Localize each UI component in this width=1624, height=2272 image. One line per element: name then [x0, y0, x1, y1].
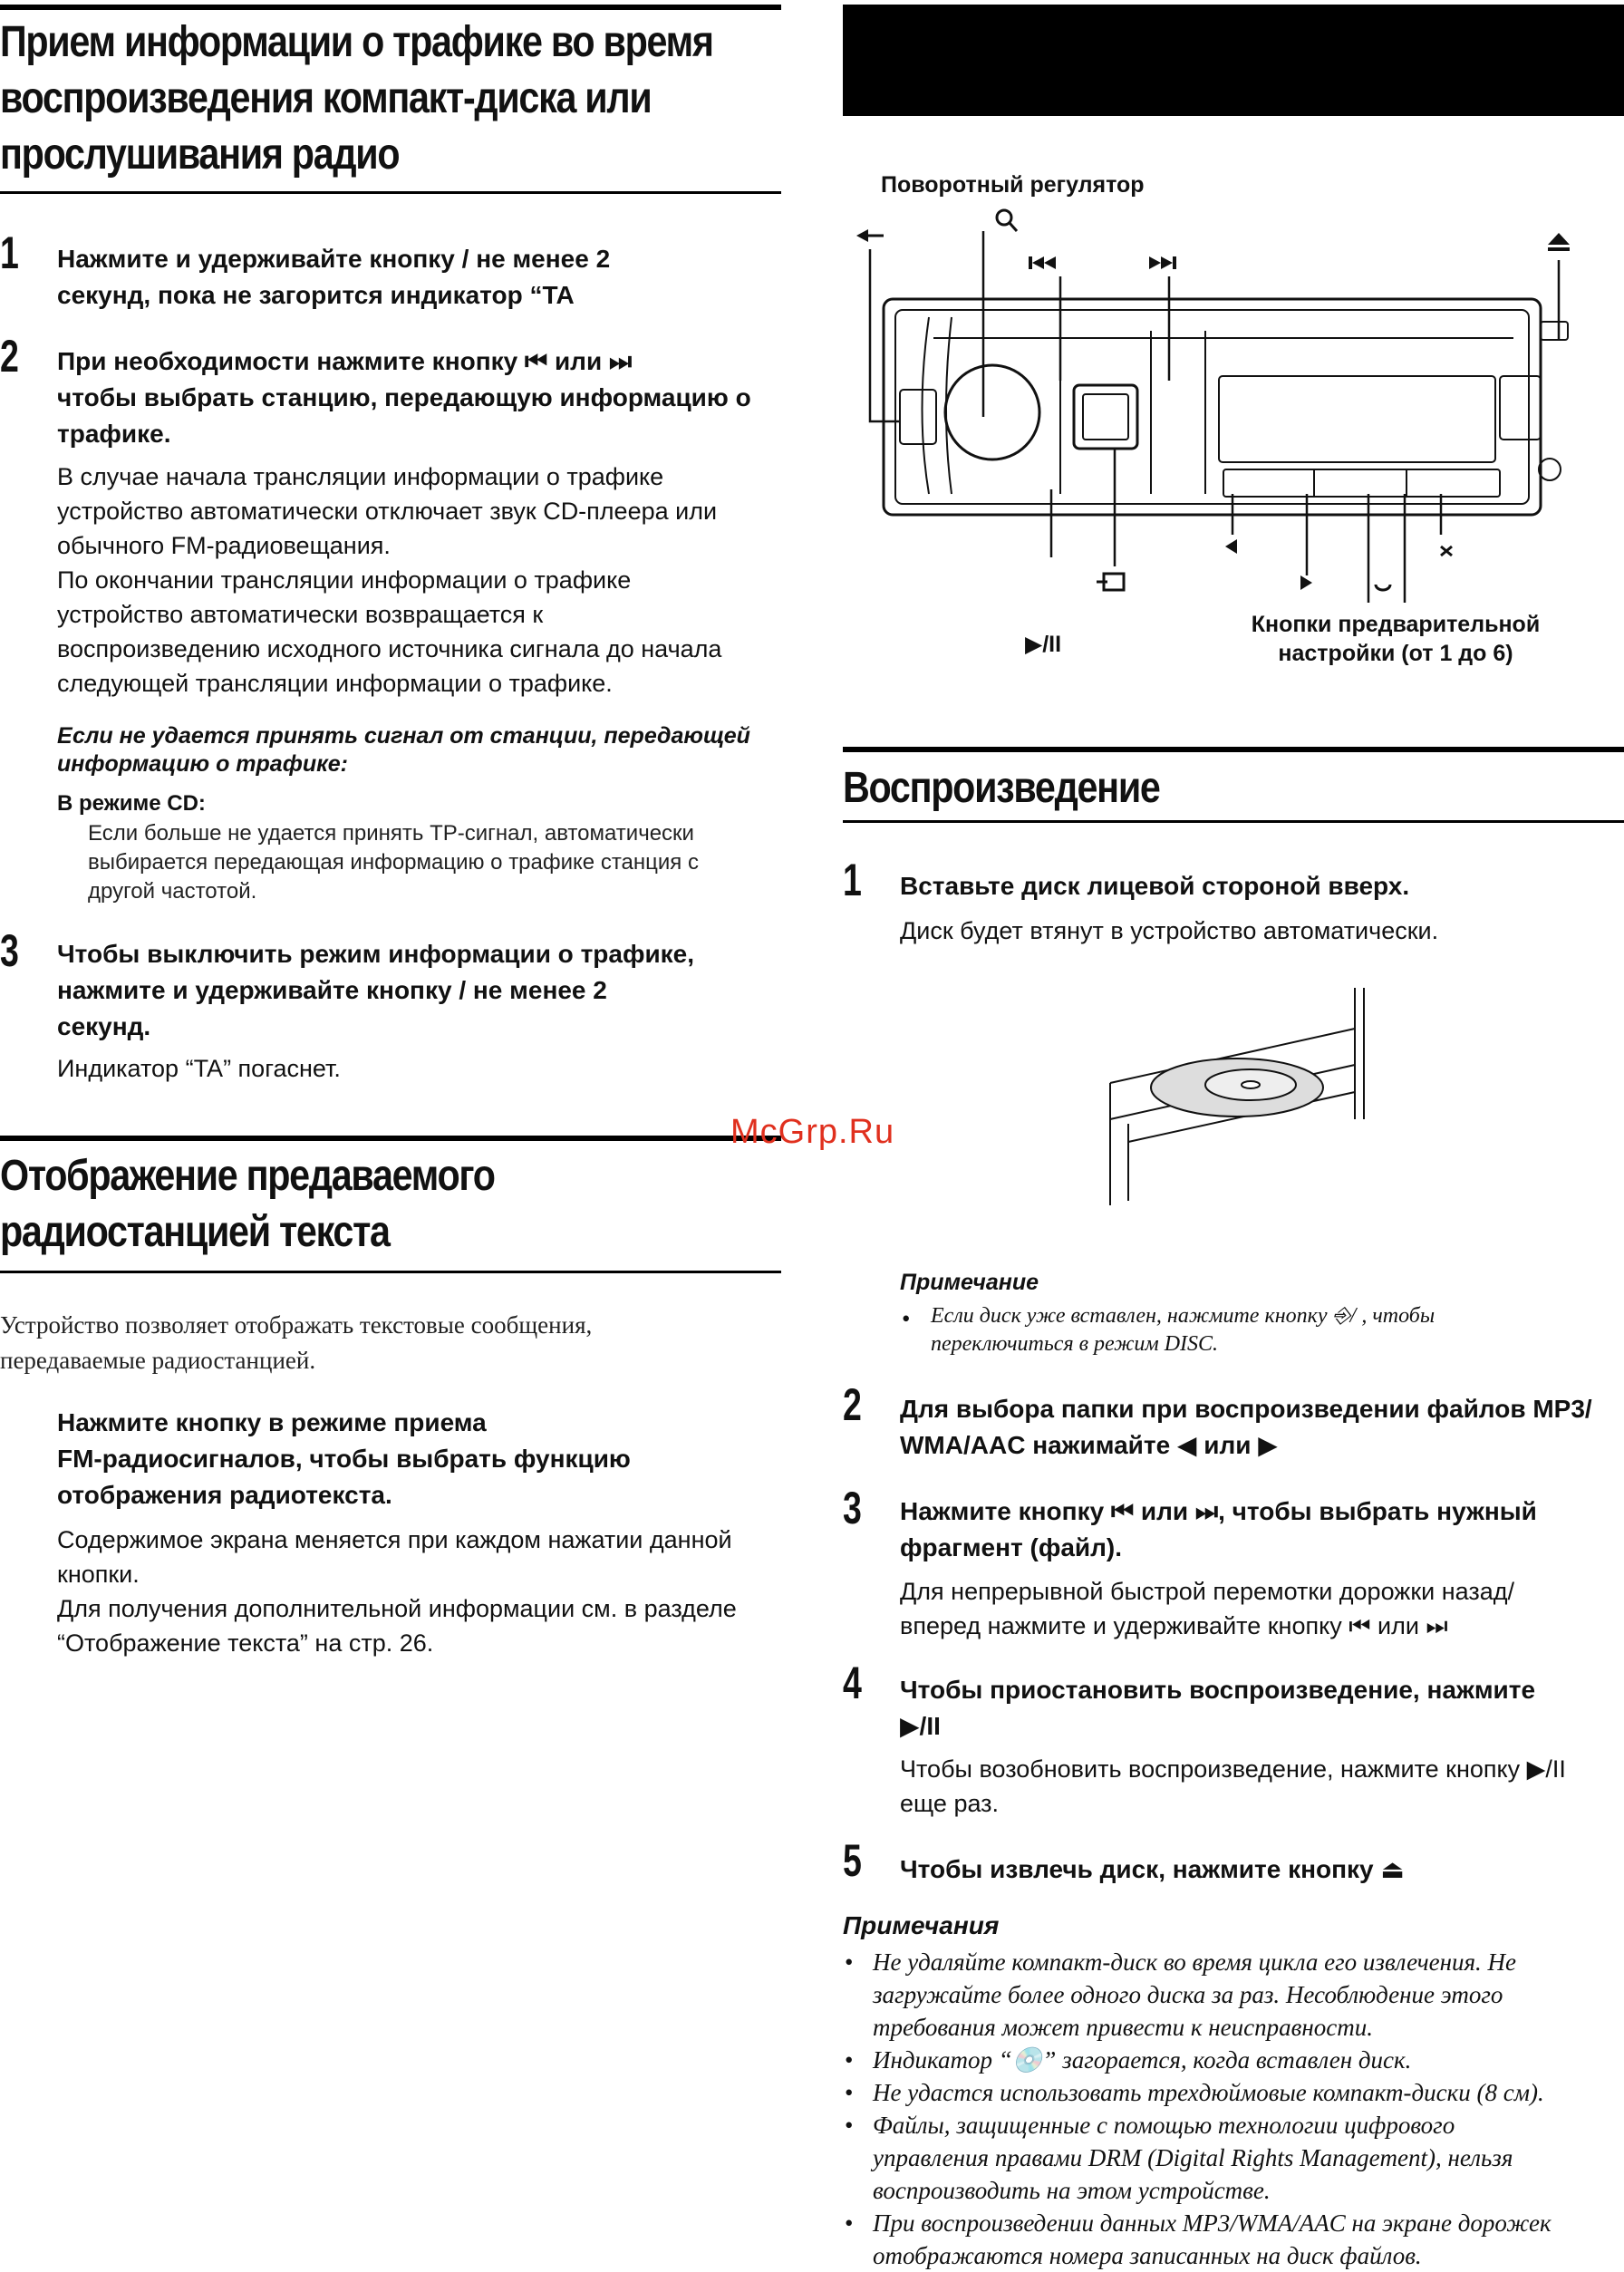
note-mode: В режиме CD: — [57, 791, 206, 816]
section-title-radiotext: Отображение предаваемого радиостанцией текста — [0, 1152, 495, 1256]
section-intro: Устройство позволяет отображать текстовые сообщения, передаваемые радиостанцией. — [0, 1311, 593, 1374]
step-text: Вставьте диск лицевой стороной вверх. — [900, 872, 1410, 900]
step-number: 1 — [843, 855, 862, 905]
step-number: 3 — [843, 1483, 862, 1533]
section-title-playback: Воспроизведение — [843, 764, 1160, 812]
watermark: McGrp.Ru — [730, 1113, 895, 1151]
step-text: Нажмите и удерживайте кнопку / не менее 2 секунд, пока не загорится индикатор “TA — [57, 245, 611, 309]
header-black-bar — [843, 5, 1624, 116]
step-text: Нажмите кнопку в режиме приема FM-радиосигналов, чтобы выбрать функцию отображения радиотекста. — [57, 1408, 631, 1509]
step-body: Содержимое экрана меняется при каждом нажатии данной кнопки. Для получения дополнительной информации см. в разделе “Отображение текста” на стр. 26. — [57, 1526, 737, 1657]
section-title-traffic: Прием информации о трафике во время воспроизведения компакт-диска или прослушивания радио — [0, 18, 713, 179]
note-text: Если диск уже вставлен, нажмите кнопку ⎆/ , чтобы переключиться в режим DISC. — [931, 1304, 1436, 1356]
label-preset-buttons: Кнопки предварительной настройки (от 1 до 6) — [1251, 612, 1541, 666]
bullet: • — [845, 2079, 854, 2106]
note-item: Индикатор “💿” загорается, когда вставлен диск. — [873, 2046, 1412, 2074]
step-number: 2 — [0, 331, 19, 382]
bullet: • — [902, 1305, 911, 1332]
step-body: Чтобы возобновить воспроизведение, нажмите кнопку ▶/II еще раз. — [900, 1755, 1566, 1817]
note-title: Если не удается принять сигнал от станции, передающей информацию о трафике: — [57, 723, 750, 777]
bullet: • — [845, 2112, 854, 2139]
step-number: 3 — [0, 925, 19, 976]
label-rotary-knob: Поворотный регулятор — [881, 172, 1145, 198]
step-number: 2 — [843, 1379, 862, 1430]
icon-play-pause: ▶/II — [1025, 632, 1062, 657]
note-title: Примечание — [900, 1270, 1039, 1295]
step-number: 4 — [843, 1658, 862, 1708]
step-text: При необходимости нажмите кнопку ⏮ или ⏭ чтобы выбрать станцию, передающую информацию о трафике. — [57, 347, 751, 448]
step-text: Нажмите кнопку ⏮ или ⏭, чтобы выбрать нужный фрагмент (файл). — [900, 1497, 1537, 1561]
notes-title: Примечания — [843, 1911, 1000, 1939]
step-text: Чтобы приостановить воспроизведение, нажмите ▶/II — [900, 1676, 1536, 1740]
bullet: • — [845, 1948, 854, 1976]
step-text: Для выбора папки при воспроизведении файлов MP3/ WMA/AAC нажимайте ◀ или ▶ — [900, 1395, 1592, 1459]
note-item: Файлы, защищенные с помощью технологии цифрового управления правами DRM (Digital Rights Management), нельзя воспроизводить на этом устройстве. — [873, 2112, 1513, 2204]
note-body: Если больше не удается принять TP-сигнал, автоматически выбирается передающая информацию о трафике станция с другой частотой. — [88, 821, 699, 904]
note-item: При воспроизведении данных MP3/WMA/AAC на экране дорожек отображаются номера записанных на диск файлов. — [873, 2209, 1552, 2269]
section-rule — [843, 820, 1624, 823]
step-number: 1 — [0, 227, 19, 278]
disc-insertion-illustration — [1101, 983, 1373, 1223]
step-body: В случае начала трансляции информации о трафике устройство автоматически отключает звук CD-плеера или обычного FM-радиовещания. По окончании трансляции информации о трафике устройство автоматически возвращается к воспроизведению исходного источника сигнала до начала следующей трансляции информации о трафике. — [57, 463, 722, 697]
step-number: 5 — [843, 1835, 862, 1886]
step-text: Чтобы извлечь диск, нажмите кнопку ⏏ — [900, 1855, 1405, 1883]
section-rule-top — [0, 1136, 781, 1141]
section-rule — [0, 1271, 781, 1273]
step-body: Диск будет втянут в устройство автоматически. — [900, 917, 1439, 944]
section-rule-top — [0, 5, 781, 10]
bullet: • — [845, 2046, 854, 2074]
note-item: Не удаляйте компакт-диск во время цикла его извлечения. Не загружайте более одного диска за раз. Несоблюдение этого требования может привести к неисправности. — [873, 1948, 1517, 2041]
step-body: Индикатор “TA” погаснет. — [57, 1055, 341, 1082]
section-rule-top — [843, 747, 1624, 752]
note-item: Не удастся использовать трехдюймовые компакт-диски (8 см). — [873, 2079, 1544, 2106]
section-rule — [0, 191, 781, 194]
step-body: Для непрерывной быстрой перемотки дорожки назад/ вперед нажмите и удерживайте кнопку ⏮ или ⏭ — [900, 1578, 1515, 1639]
bullet: • — [845, 2209, 854, 2237]
step-text: Чтобы выключить режим информации о трафике, нажмите и удерживайте кнопку / не менее 2 секунд. — [57, 940, 695, 1040]
